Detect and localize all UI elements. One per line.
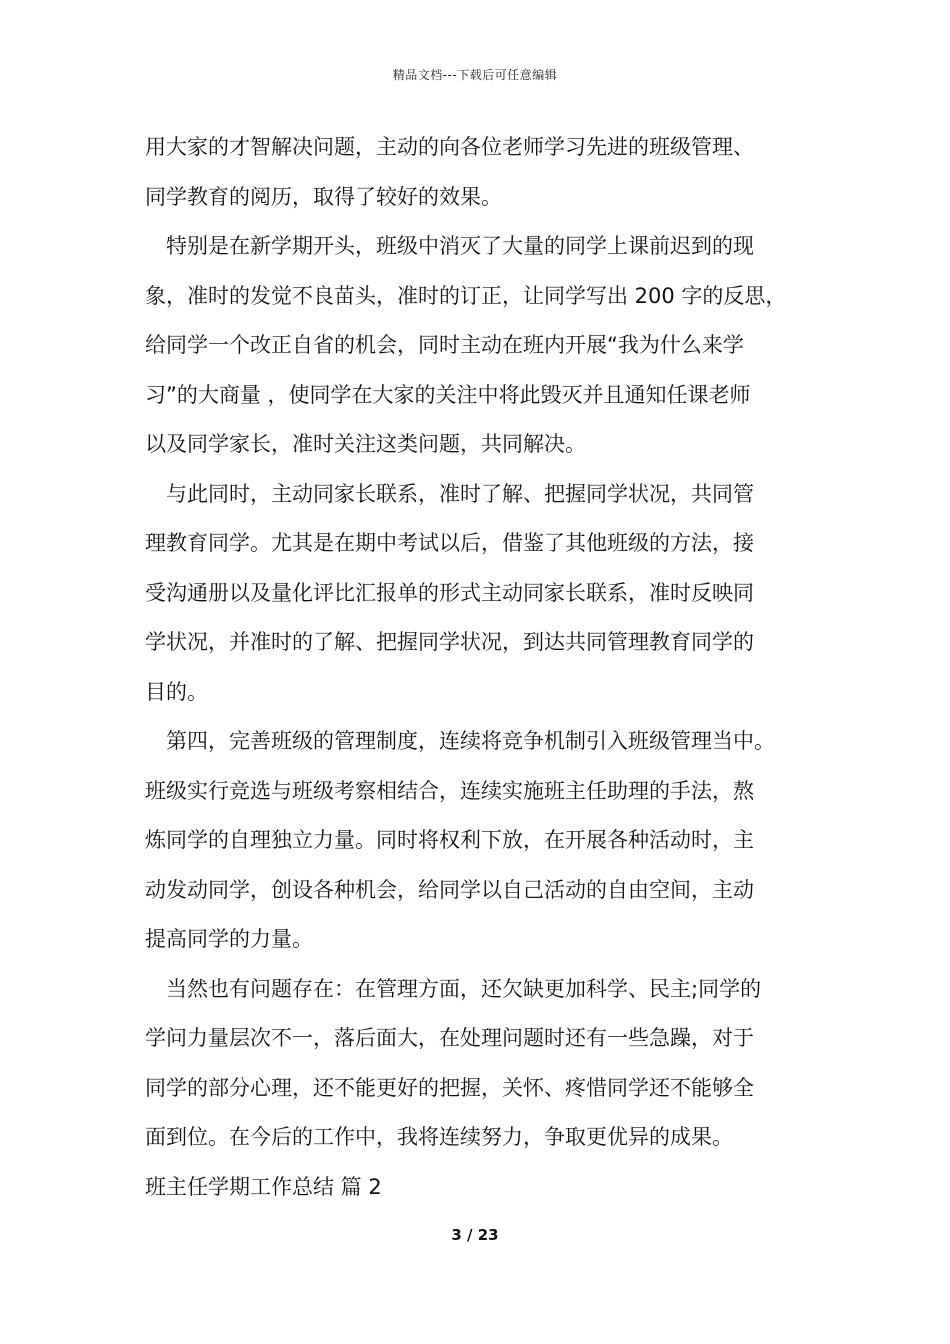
paragraph-line: 学状况，并准时的了解、把握同学状况，到达共同管理教育同学的 [145,630,754,654]
paragraph-line: 受沟通册以及量化评比汇报单的形式主动同家长联系，准时反映同 [145,580,754,605]
paragraph-4 [145,717,815,965]
paragraph-line: 特别是在新学期开头，班级中消灭了大量的同学上课前迟到的现 [166,234,754,258]
paragraph-line: 同学的部分心理，还不能更好的把握，关怀、疼惜同学还不能够全 [145,1075,754,1100]
paragraph-1 [145,123,815,222]
paragraph-line: 班级实行竞选与班级考察相结合，连续实施班主任助理的手法，熬 [145,778,754,803]
paragraph-line: 目的。 [145,679,208,704]
paragraph-line: 用大家的才智解决问题，主动的向各位老师学习先进的班级管理、 [145,135,754,159]
paragraph-line: 第四，完善班级的管理制度，连续将竞争机制引入班级管理当中。 [166,729,775,753]
paragraph-line: 当然也有问题存在：在管理方面，还欠缺更加科学、民主;同学的 [166,976,762,1001]
paragraph-line: 象，准时的发觉不良苗头，准时的订正，让同学写出 200 字的反思， [145,283,787,308]
paragraph-3 [145,470,815,718]
paragraph-line: 学问力量层次不一，落后面大，在处理问题时还有一些急躁，对于 [145,1026,754,1050]
page-number: 3 / 23 [451,1226,499,1244]
paragraph-2 [145,222,815,470]
paragraph-line: 动发动同学，创设各种机会，给同学以自己活动的自由空间，主动 [145,877,754,902]
paragraph-line: 给同学一个改正自省的机会，同时主动在班内开展“我为什么来学 [145,333,744,357]
page-header [0,66,950,83]
paragraph-line: 以及同学家长，准时关注这类问题，共同解决。 [145,432,586,456]
paragraph-5 [145,965,815,1163]
paragraph-line: 面到位。在今后的工作中，我将连续努力，争取更优异的成果。 [145,1125,733,1149]
page-footer [0,1226,950,1244]
paragraph-line: 理教育同学。尤其是在期中考试以后，借鉴了其他班级的方法，接 [145,531,754,555]
header-text: 精品文档---下载后可任意编辑 [392,68,558,82]
paragraph-line: 炼同学的自理独立力量。同时将权利下放，在开展各种活动时，主 [145,828,754,852]
paragraph-line: 同学教育的阅历，取得了较好的效果。 [145,184,502,209]
section-title: 班主任学期工作总结 篇 2 [145,1174,382,1199]
paragraph-line: 提高同学的力量。 [145,927,313,951]
paragraph-line: 与此同时，主动同家长联系，准时了解、把握同学状况，共同管 [166,481,754,506]
paragraph-line: 习”的大商量 ，使同学在大家的关注中将此毁灭并且通知任课老师 [145,382,751,407]
document-body [145,123,815,1212]
